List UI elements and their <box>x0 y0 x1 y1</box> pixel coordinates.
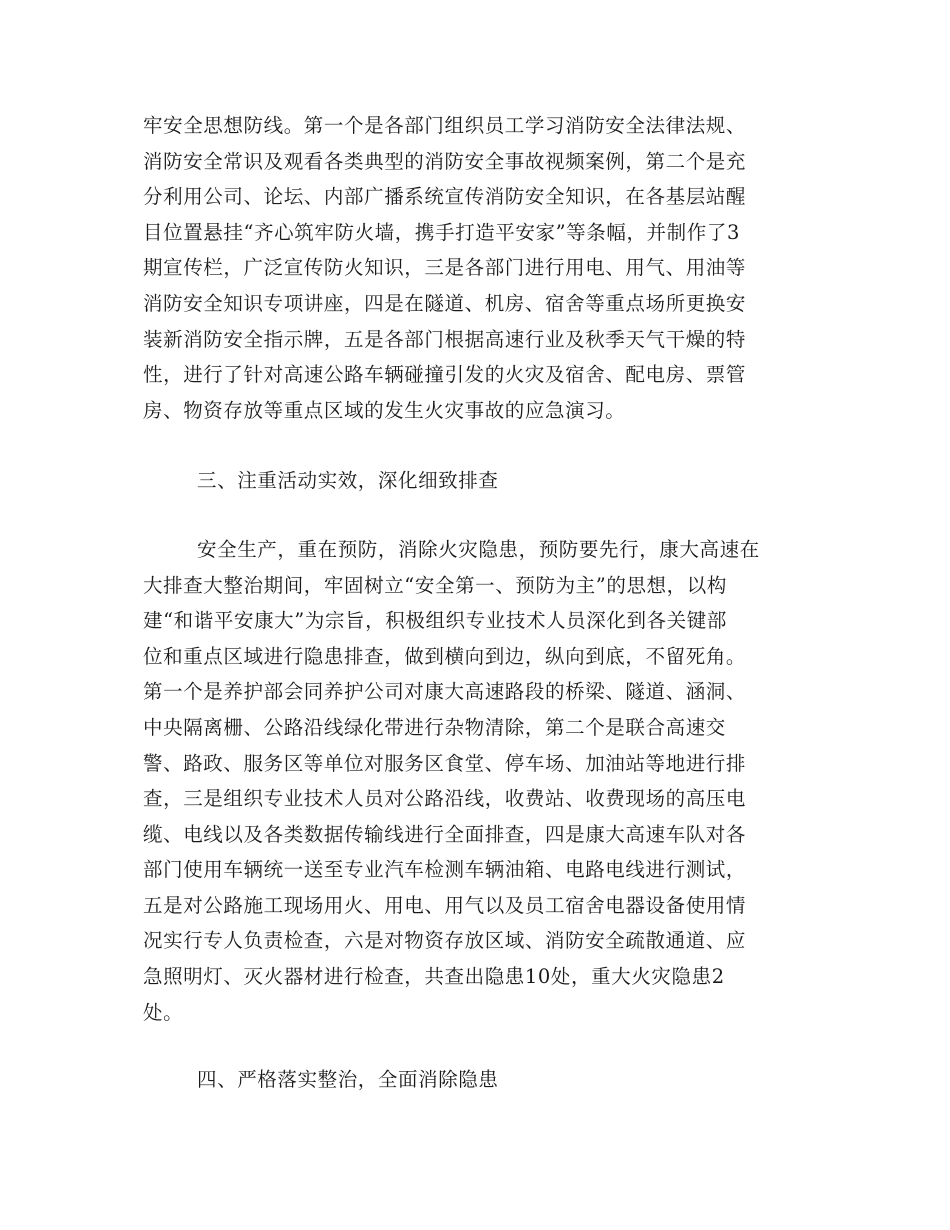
text-line: 安全生产，重在预防，消除火灾隐患，预防要先行，康大高速在 <box>197 537 760 561</box>
text-line: 分利用公司、论坛、内部广播系统宣传消防安全知识，在各基层站醒 <box>143 185 747 209</box>
text-line: 况实行专人负责检查，六是对物资存放区域、消防安全疏散通道、应 <box>143 929 747 953</box>
text-line: 消防安全知识专项讲座，四是在隧道、机房、宿舍等重点场所更换安 <box>143 291 747 315</box>
paragraph-fire-safety-training <box>143 108 808 428</box>
text-line: 建“和谐平安康大”为宗旨，积极组织专业技术人员深化到各关键部 <box>143 609 727 633</box>
document-body <box>143 108 808 1098</box>
section-heading-3: 三、注重活动实效，深化细致排查 <box>197 469 499 493</box>
text-line: 缆、电线以及各类数据传输线进行全面排查，四是康大高速车队对各 <box>143 822 747 846</box>
text-line: 目位置悬挂“齐心筑牢防火墙，携手打造平安家”等条幅，并制作了3 <box>143 220 740 244</box>
text-line: 房、物资存放等重点区域的发生火灾事故的应急演习。 <box>143 398 626 422</box>
text-line: 部门使用车辆统一送至专业汽车检测车辆油箱、电路电线进行测试， <box>143 858 747 882</box>
text-line: 中央隔离栅、公路沿线绿化带进行杂物清除，第二个是联合高速交 <box>143 715 726 739</box>
text-line: 警、路政、服务区等单位对服务区食堂、停车场、加油站等地进行排 <box>143 751 747 775</box>
text-line: 急照明灯、灭火器材进行检查，共查出隐患10处，重大火灾隐患2 <box>143 965 725 989</box>
text-line: 牢安全思想防线。第一个是各部门组织员工学习消防安全法律法规、 <box>143 114 747 137</box>
text-line: 五是对公路施工现场用火、用电、用气以及员工宿舍电器设备使用情 <box>143 893 747 917</box>
text-line: 消防安全常识及观看各类典型的消防安全事故视频案例，第二个是充 <box>143 149 747 173</box>
text-line: 处。 <box>143 1000 184 1024</box>
text-line: 查，三是组织专业技术人员对公路沿线，收费站、收费现场的高压电 <box>143 787 747 811</box>
text-line: 期宣传栏，广泛宣传防火知识，三是各部门进行用电、用气、用油等 <box>143 256 747 280</box>
text-line: 位和重点区域进行隐患排查，做到横向到边，纵向到底，不留死角。 <box>143 644 747 668</box>
text-line: 大排查大整治期间，牢固树立“安全第一、预防为主”的思想，以构 <box>143 573 727 597</box>
text-line: 装新消防安全指示牌，五是各部门根据高速行业及秋季天气干燥的特 <box>143 327 747 351</box>
paragraph-hazard-inspection <box>143 532 808 1030</box>
section-heading-4: 四、严格落实整治，全面消除隐患 <box>197 1068 499 1092</box>
text-line: 性，进行了针对高速公路车辆碰撞引发的火灾及宿舍、配电房、票管 <box>143 363 747 387</box>
text-line: 第一个是养护部会同养护公司对康大高速路段的桥梁、隧道、涵洞、 <box>143 680 747 704</box>
